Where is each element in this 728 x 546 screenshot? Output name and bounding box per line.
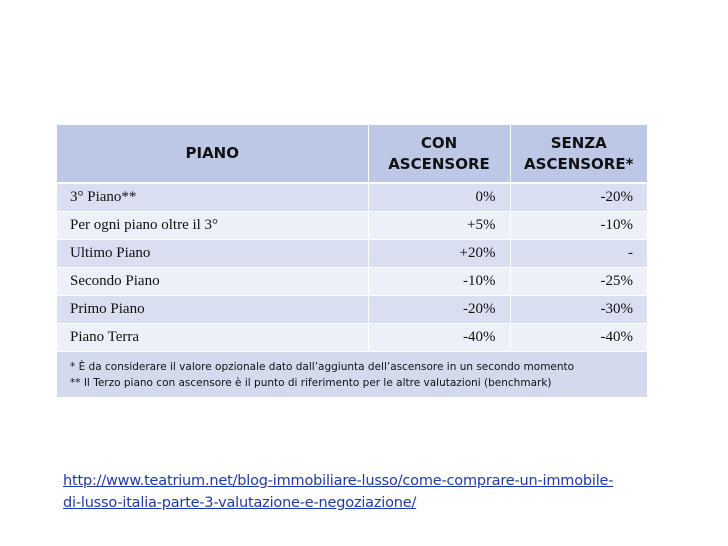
note-optional-elevator: * È da considerare il valore opzionale dato dall’aggiunta dell’ascensore in un secondo momento — [70, 360, 575, 373]
cell-con: -40% — [368, 324, 510, 352]
cell-senza: -10% — [510, 212, 647, 240]
cell-con: +20% — [368, 240, 510, 268]
cell-piano: Per ogni piano oltre il 3° — [57, 212, 368, 240]
header-piano: PIANO — [57, 125, 368, 183]
source-link-line1: http://www.teatrium.net/blog-immobiliare-lusso/come-comprare-un-immobile- — [63, 473, 614, 489]
table-header-row — [57, 125, 647, 183]
cell-piano: Secondo Piano — [57, 268, 368, 296]
cell-con: -20% — [368, 296, 510, 324]
header-con-line1: CON — [420, 133, 458, 152]
header-con-line2: ASCENSORE — [388, 154, 490, 173]
cell-senza: -20% — [510, 183, 647, 212]
source-link[interactable] — [63, 470, 683, 514]
cell-con: +5% — [368, 212, 510, 240]
table-row — [57, 268, 647, 296]
table-row — [57, 183, 647, 212]
floor-valuation-table — [57, 125, 647, 398]
cell-piano: Primo Piano — [57, 296, 368, 324]
cell-senza: -25% — [510, 268, 647, 296]
cell-piano: 3° Piano** — [57, 183, 368, 212]
cell-con: -10% — [368, 268, 510, 296]
table-row — [57, 324, 647, 352]
table-row — [57, 240, 647, 268]
header-senza-line1: SENZA — [550, 133, 607, 152]
table-notes-row — [57, 352, 647, 398]
header-senza-line2: ASCENSORE* — [524, 154, 634, 173]
note-benchmark: ** Il Terzo piano con ascensore è il punto di riferimento per le altre valutazioni (benchmark) — [70, 376, 552, 389]
cell-senza: -30% — [510, 296, 647, 324]
cell-piano: Ultimo Piano — [57, 240, 368, 268]
cell-con: 0% — [368, 183, 510, 212]
table-row — [57, 212, 647, 240]
table-notes — [57, 352, 647, 398]
header-con-ascensore — [368, 125, 510, 183]
cell-piano: Piano Terra — [57, 324, 368, 352]
header-senza-ascensore — [510, 125, 647, 183]
table-row — [57, 296, 647, 324]
source-link-line2: di-lusso-italia-parte-3-valutazione-e-negoziazione/ — [63, 495, 417, 511]
cell-senza: -40% — [510, 324, 647, 352]
cell-senza: - — [510, 240, 647, 268]
